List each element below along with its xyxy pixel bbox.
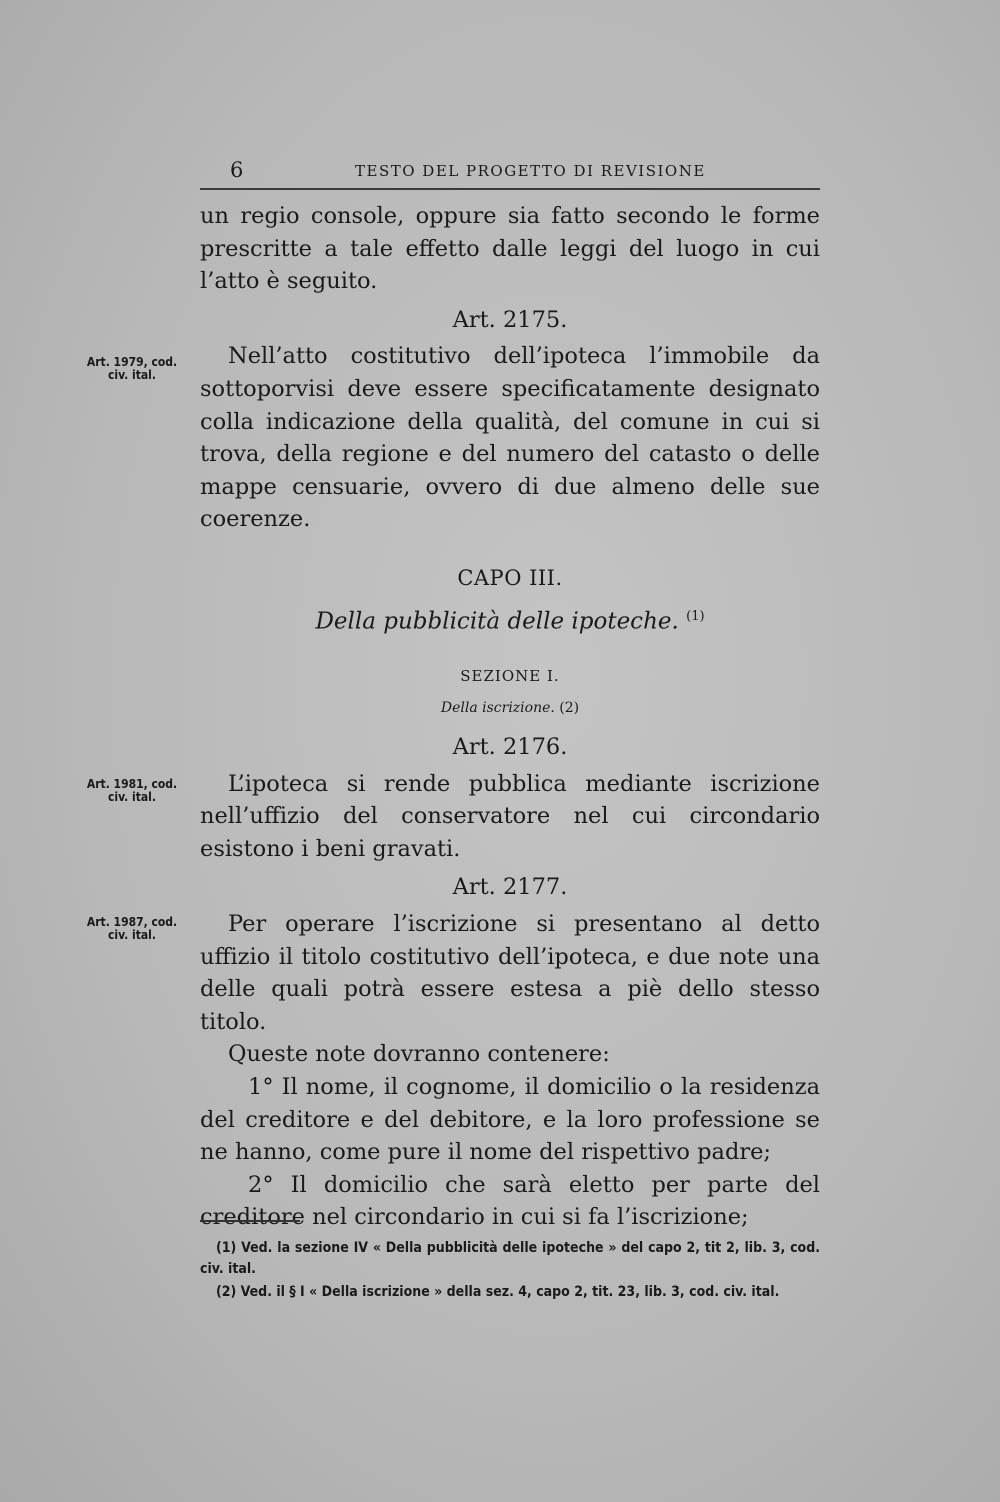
article-heading-2176: Art. 2176. <box>452 733 568 760</box>
footnotes <box>200 1238 820 1305</box>
chapter-heading: CAPO III. <box>457 565 563 590</box>
running-title: TESTO DEL PROGETTO DI REVISIONE <box>355 162 706 180</box>
chapter-subtitle: Della pubblicità delle ipoteche. $^{(1)}$ <box>315 608 705 635</box>
article-text-2177: Per operare l’iscrizione si presentano al detto uffizio il titolo costitutivo dell’ipoteca, e due note una delle quali potrà essere estesa a piè dello stesso titolo. <box>200 910 820 1035</box>
article-text-2175: Nell’atto costitutivo dell’ipoteca l’immobile da sottoporvisi deve essere specificatamente designato colla indicazione della qualità, del comune in cui si trova, della regione e del numero del catasto o delle mappe censuarie, ovvero di due almeno delle sue coerenze. <box>200 343 820 533</box>
main-text <box>200 200 820 1234</box>
section-subtitle: Della iscrizione. (2) <box>440 700 580 717</box>
page-number: 6 <box>230 158 244 182</box>
article-heading-2177: Art. 2177. <box>452 874 568 901</box>
footnote-ref-2: (2) <box>559 700 580 717</box>
footnote-1: (1) Ved. la sezione IV « Della pubblicità delle ipoteche » del capo 2, tit 2, lib. 3, cod. civ. ital. <box>200 1240 820 1277</box>
margin-note-art-1979: Art. 1979, cod. civ. ital. <box>86 355 178 382</box>
footnote-2: (2) Ved. il § I « Della iscrizione » della sez. 4, capo 2, tit. 23, lib. 3, cod. civ. ital. <box>216 1284 780 1300</box>
list-item-1: 1° Il nome, il cognome, il domicilio o la residenza del creditore e del debitore, e la loro professione se ne hanno, come pure il nome del rispettivo padre; <box>200 1073 820 1166</box>
article-heading-2175: Art. 2175. <box>452 306 568 333</box>
list-item-2: 2° Il domicilio che sarà eletto per parte del creditore nel circondario in cui si fa l’iscrizione; <box>200 1171 820 1231</box>
footnote-divider <box>200 1220 300 1222</box>
paragraph-continuation: un regio console, oppure sia fatto secondo le forme prescritte a tale effetto dalle leggi del luogo in cui l’atto è seguito. <box>200 203 820 295</box>
section-heading: SEZIONE I. <box>460 666 560 685</box>
article-text-2176: L’ipoteca si rende pubblica mediante iscrizione nell’uffizio del conservatore nel cui circondario esistono i beni gravati. <box>200 770 820 862</box>
margin-note-art-1981: Art. 1981, cod. civ. ital. <box>86 777 178 804</box>
page-header <box>200 158 820 190</box>
footnote-ref-1: (1) <box>686 608 705 624</box>
margin-note-art-1987: Art. 1987, cod. civ. ital. <box>86 915 178 942</box>
article-text-2177-continued: Queste note dovranno contenere: <box>228 1041 610 1068</box>
